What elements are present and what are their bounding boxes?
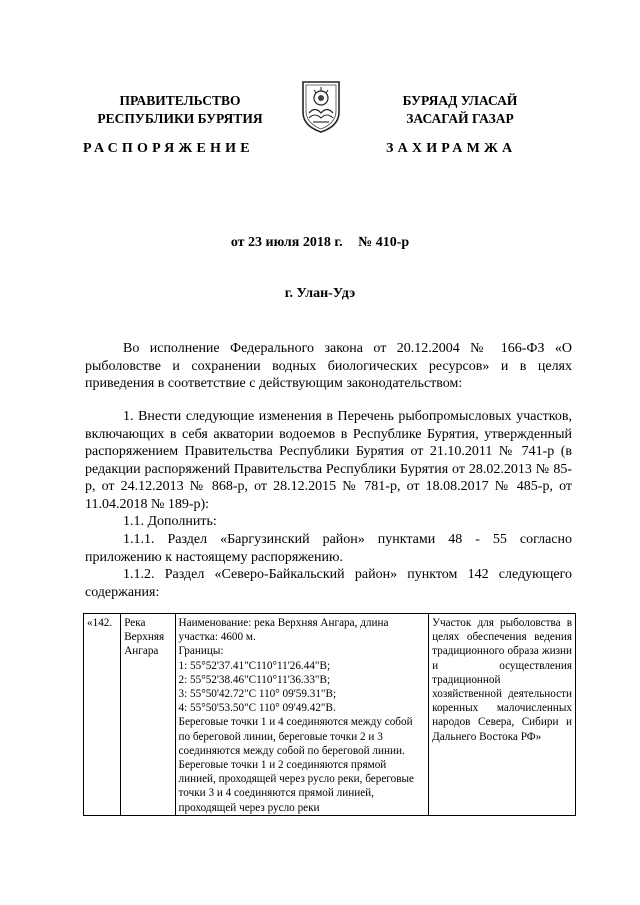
fishing-site-table — [83, 613, 576, 816]
coord-point-2: 2: 55°52'38.46"С110°11'36.33"В; — [178, 673, 331, 686]
table-row — [84, 614, 576, 816]
cell-description — [175, 614, 429, 816]
desc-title: Наименование: река Верхняя Ангара, длина участка: 4600 м. — [178, 617, 389, 644]
line-connection-text: Береговые точки 1 и 2 соединяются прямой линией, проходящей через русло реки, береговые точки 3 и 4 соединяются прямой линией, проходящей через русло реки — [178, 759, 414, 814]
doc-type-bur: ЗАХИРАМЖА — [386, 141, 517, 156]
city: г. Улан-Удэ — [284, 286, 356, 301]
document-date: от 23 июля 2018 г. — [230, 235, 343, 250]
gov-name-bur-line2: ЗАСАГАЙ ГАЗАР — [406, 111, 514, 126]
document-number: № 410-р — [358, 235, 410, 250]
coat-of-arms-icon — [300, 78, 342, 134]
coord-point-4: 4: 55°50'53.50"С 110° 09'49.42"В. — [178, 702, 336, 715]
item-1-1: 1.1. Дополнить: — [123, 514, 217, 529]
gov-name-line2: РЕСПУБЛИКИ БУРЯТИЯ — [97, 111, 263, 126]
item-1-1-2: 1.1.2. Раздел «Северо-Байкальский район» пунктом 142 следующего содержания: — [85, 567, 572, 600]
doc-type-ru: РАСПОРЯЖЕНИЕ — [83, 141, 254, 156]
shore-connection-text: Береговые точки 1 и 4 соединяются между собой по береговой линии, береговые точки 2 и 3 соединяются между собой по береговой линии. — [178, 716, 413, 757]
gov-name-line1: ПРАВИТЕЛЬСТВО — [119, 93, 241, 108]
desc-bounds-label: Границы: — [178, 645, 224, 658]
item-1-1-1: 1.1.1. Раздел «Баргузинский район» пунктами 48 - 55 согласно приложению к настоящему распоряжению. — [85, 532, 572, 565]
cell-name: Река Верхняя Ангара — [121, 614, 175, 816]
cell-purpose: Участок для рыболовства в целях обеспечения ведения традиционного образа жизни и осуществления традиционной хозяйственной деятельности коренных малочисленных народов Севера, Сибири и Дальнего Востока РФ» — [429, 614, 576, 816]
gov-name-bur-line1: БУРЯАД УЛАСАЙ — [402, 93, 518, 108]
header-right — [360, 92, 560, 128]
item-1-paragraph: 1. Внести следующие изменения в Перечень рыбопромысловых участков, включающих в себя акватории водоемов в Республике Бурятия, утвержденный распоряжением Правительства Республики Бурятия от 21.10.2011 № 741-р (в редакции распоряжений Правительства Республики Бурятия от 28.02.2013 № 85-р, от 24.12.2013 № 868-р, от 28.12.2015 № 781-р, от 18.08.2017 № 485-р, от 11.04.2018 № 189-р): — [85, 409, 572, 512]
date-line — [0, 235, 640, 251]
header-left — [80, 92, 280, 128]
intro-paragraph: Во исполнение Федерального закона от 20.12.2004 № 166-ФЗ «О рыболовстве и сохранении водных биологических ресурсов» и в целях приведения в соответствие с действующим законодательством: — [85, 341, 572, 392]
coord-point-3: 3: 55°50'42.72"С 110° 09'59.31"В; — [178, 688, 337, 701]
cell-number: «142. — [84, 614, 121, 816]
coord-point-1: 1: 55°52'37.41"С110°11'26.44"В; — [178, 659, 331, 672]
